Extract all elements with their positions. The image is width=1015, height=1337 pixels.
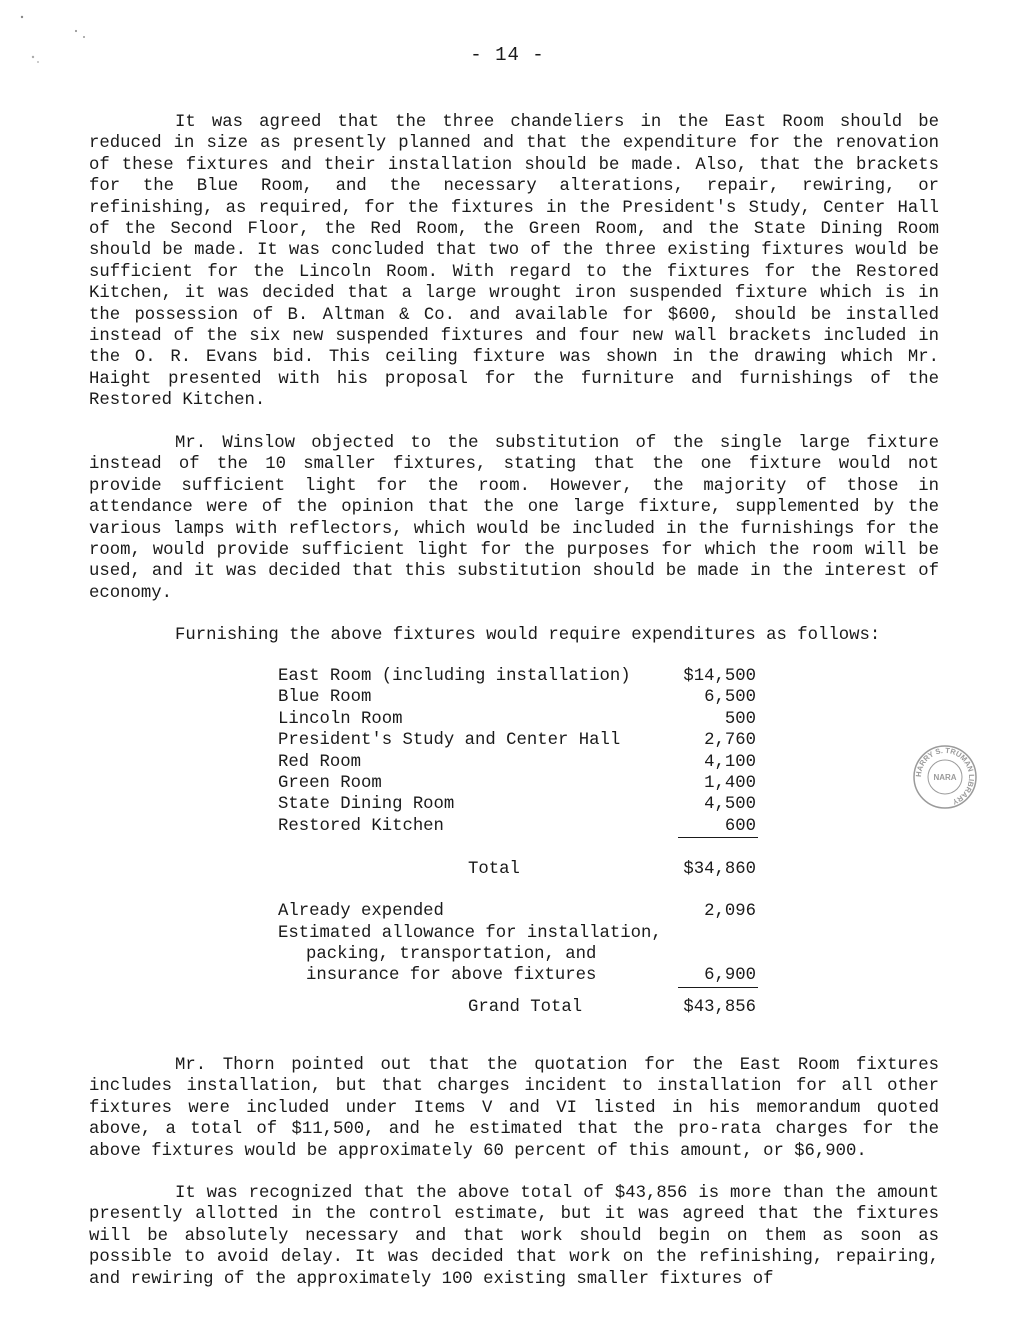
allowance-row [278,965,768,986]
expenditure-amount: $14,500 [683,667,756,686]
total-row [278,859,768,880]
grand-total-amount: $43,856 [683,997,756,1017]
expenditure-row [278,816,768,837]
expenditure-table [278,666,768,1018]
expenditure-label: President's Study and Center Hall [278,731,621,751]
allowance-row [278,923,768,944]
total-label: Total [468,859,520,879]
grand-total-row [278,997,768,1018]
already-expended-label: Already expended [278,902,444,922]
grand-total-label: Grand Total [468,997,583,1017]
stamp-center-text: NARA [933,773,957,782]
expenditure-row [278,709,768,730]
expenditure-label: Red Room [278,752,361,772]
allowance-amount: 6,900 [704,966,756,986]
expenditure-amount: 4,100 [704,752,756,772]
page-number: - 14 - [470,44,545,66]
paragraph-control-estimate: It was recognized that the above total of $43,856 is more than the amount presently allotted in the control estimate, but it was agreed that the fixtures will be absolutely necessary and that work should begin on them as soon as possible to avoid delay. It was decided that work on the refinishing, repairing, and rewiring of the approximately 100 existing smaller fixtures of [89,1184,939,1289]
grand-total-rule [678,987,758,988]
expenditure-label: Blue Room [278,688,372,708]
expenditure-label: Restored Kitchen [278,816,444,836]
expenditure-amount: 2,760 [704,731,756,751]
already-expended-row [278,901,768,922]
expenditure-row [278,687,768,708]
expenditure-amount: 6,500 [704,688,756,708]
allowance-label-line2: packing, transportation, and [306,945,597,965]
expenditure-label: Green Room [278,773,382,793]
allowance-label-line3: insurance for above fixtures [306,966,597,986]
expenditure-label: East Room (including installation) [278,667,631,686]
subtotal-rule [678,837,758,838]
paragraph-winslow-objection: Mr. Winslow objected to the substitution of the single large fixture instead of the 10 smaller fixtures, stating that the one fixture would not provide sufficient light for the room. However, the majority of those in attendance were of the opinion that the one large fixture, supplemented by the various lamps with reflectors, which would be included in the furnishings for the room, would provide sufficient light for the purposes for which the room will be used, and it was decided that this substitution should be made in the interest of economy. [89,434,939,603]
allowance-label-line1: Estimated allowance for installation, [278,923,662,943]
paragraph-expenditures-intro: Furnishing the above fixtures would require expenditures as follows: [175,626,881,645]
expenditure-amount: 500 [724,709,756,729]
expenditure-amount: 4,500 [704,795,756,815]
expenditure-row [278,794,768,815]
total-amount: $34,860 [683,859,756,879]
stamp-ring-text: HARRY S. TRUMAN LIBRARY [913,745,977,807]
expenditure-row [278,773,768,794]
paragraph-chandeliers: It was agreed that the three chandeliers in the East Room should be reduced in size as presently planned and that the expenditure for the renovation of these fixtures and their installation should be made. Also, that the brackets for the Blue Room, and the necessary alterations, repair, rewiring, or refinishing, as required, for the fixtures in the President's Study, Center Hall of the Second Floor, the Red Room, the Green Room, and the State Dining Room should be made. It was concluded that two of the three existing fixtures would be sufficient for the Lincoln Room. With regard to the fixtures for the Restored Kitchen, it was decided that a large wrought iron suspended fixture which is in the possession of B. Altman & Co. and available for $600, should be installed instead of the six new suspended fixtures and four new wall brackets included in the O. R. Evans bid. This ceiling fixture was shown in the drawing which Mr. Haight presented with his proposal for the furniture and furnishings of the Restored Kitchen. [89,113,939,411]
expenditure-amount: 600 [724,816,756,836]
expenditure-label: Lincoln Room [278,709,403,729]
library-stamp-icon [912,744,978,810]
expenditure-amount: 1,400 [704,773,756,793]
expenditure-row [278,752,768,773]
already-expended-amount: 2,096 [704,902,756,922]
paragraph-thorn-installation: Mr. Thorn pointed out that the quotation for the East Room fixtures includes installation, but that charges incident to installation for all other fixtures were included under Items V and VI listed in his memorandum quoted above, a total of $11,500, and he estimated that the pro-rata charges for the above fixtures would be approximately 60 percent of this amount, or $6,900. [89,1056,939,1161]
allowance-row [278,944,768,965]
expenditure-row [278,666,768,687]
scan-specks [0,0,120,80]
expenditure-label: State Dining Room [278,795,455,815]
expenditure-row [278,730,768,751]
